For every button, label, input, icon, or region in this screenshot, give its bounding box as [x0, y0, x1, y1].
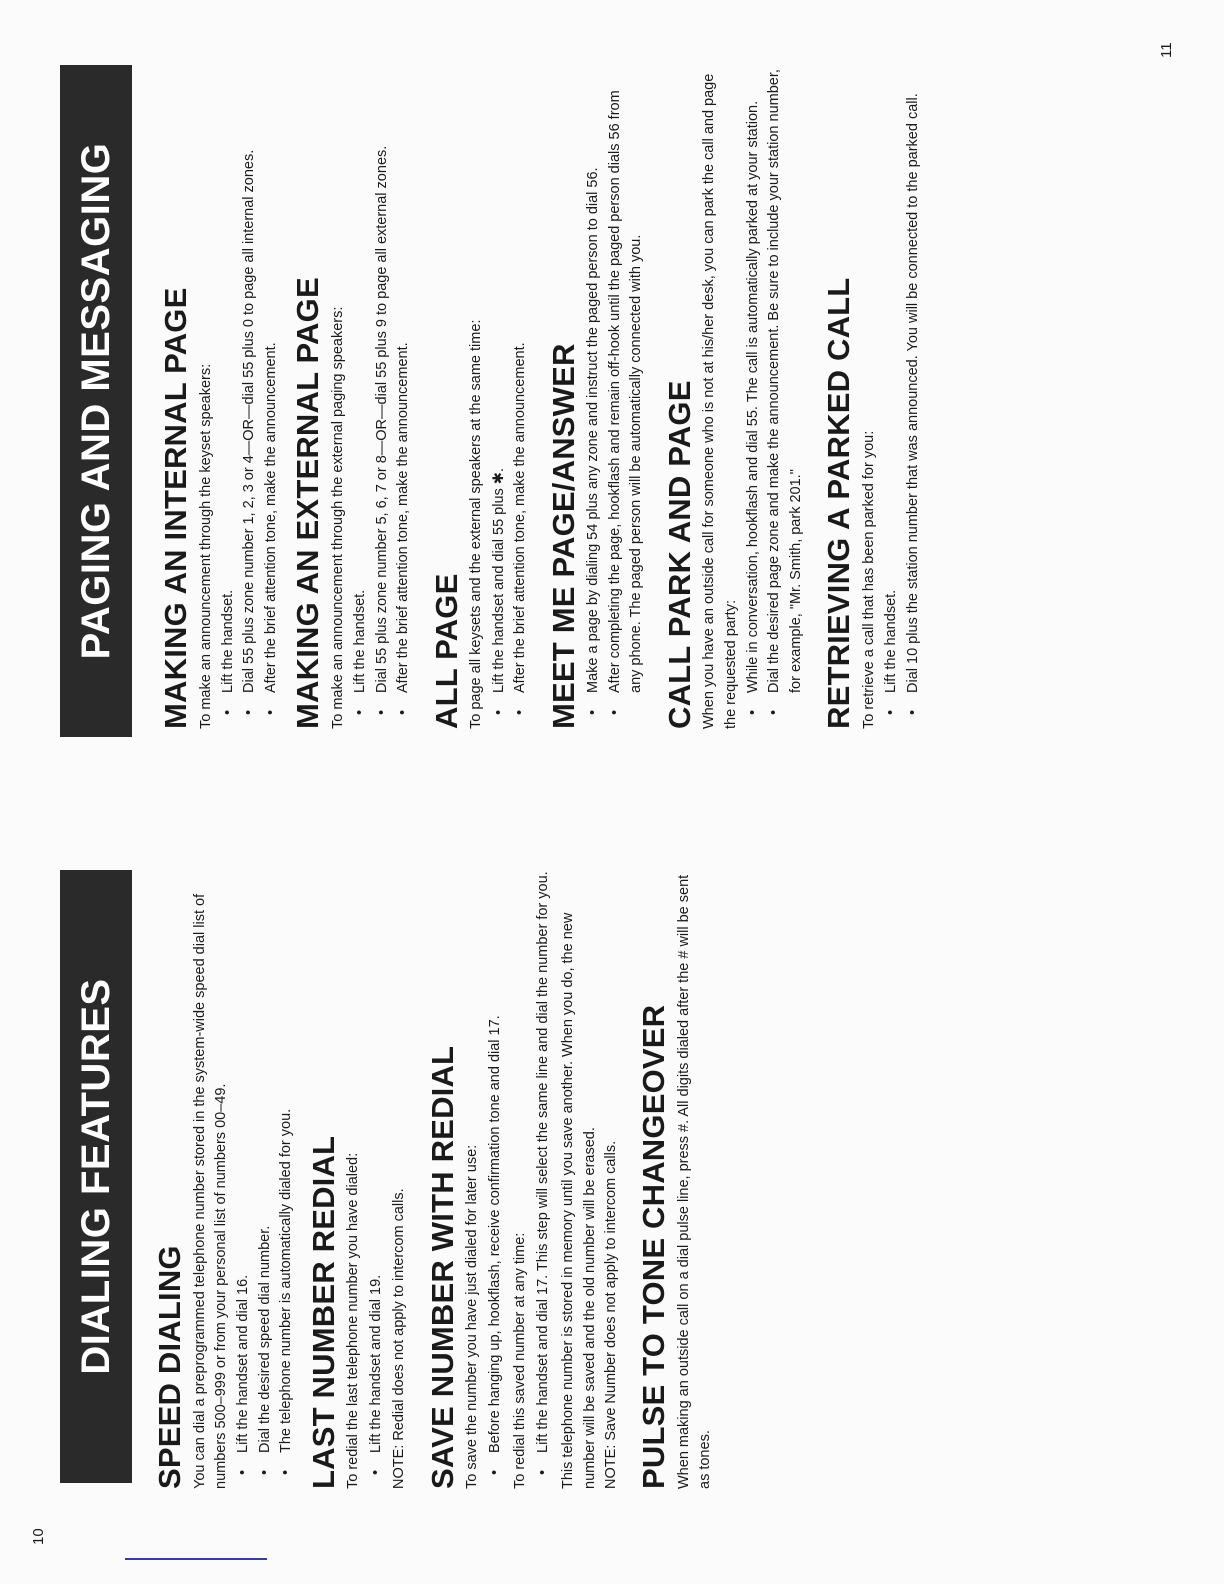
list-item: • Dial 55 plus zone number 1, 2, 3 or 4—OR—dial 55 plus 0 to page all internal zones.	[239, 65, 260, 729]
save-number-heading: SAVE NUMBER WITH REDIAL	[424, 1045, 460, 1489]
last-number-redial-note: NOTE: Redial does not apply to intercom calls.	[391, 1188, 408, 1489]
list-item: • Dial 10 plus the station number that was announced. You will be connected to the parked call.	[903, 65, 924, 729]
list-item: • Dial the desired page zone and make the announcement. Be sure to include your station number, for example, "Mr. Smith, park 201."	[764, 65, 807, 729]
save-number-redial-steps	[533, 860, 554, 1489]
list-item: • Lift the handset and dial 19.	[366, 860, 387, 1489]
retrieve-parked-heading: RETRIEVING A PARKED CALL	[821, 277, 857, 729]
last-number-redial-steps	[366, 860, 387, 1489]
internal-page-heading: MAKING AN INTERNAL PAGE	[158, 287, 193, 729]
meet-me-steps	[583, 65, 647, 729]
call-park-heading: CALL PARK AND PAGE	[661, 380, 697, 729]
list-item: • Lift the handset.	[218, 65, 239, 729]
external-page-heading: MAKING AN EXTERNAL PAGE	[290, 277, 326, 729]
pulse-to-tone-heading: PULSE TO TONE CHANGEOVER	[636, 1004, 672, 1489]
dialing-features-banner: DIALING FEATURES	[60, 870, 132, 1483]
list-item: • Dial the desired speed dial number.	[255, 860, 276, 1489]
internal-page-steps	[218, 65, 282, 729]
last-number-redial-heading: LAST NUMBER REDIAL	[305, 1135, 341, 1489]
retrieve-parked-intro: To retrieve a call that has been parked for you:	[860, 430, 877, 729]
last-number-redial-intro: To redial the last telephone number you have dialed:	[345, 1152, 362, 1489]
call-park-intro: When you have an outside call for someone who is not at his/her desk, you can park the call and page the requested party:	[701, 73, 739, 729]
list-item: • Lift the handset.	[881, 65, 902, 729]
list-item: • After the brief attention tone, make the announcement.	[261, 65, 282, 729]
all-page-heading: ALL PAGE	[428, 573, 464, 729]
internal-page-intro: To make an announcement through the keyset speakers:	[197, 363, 214, 729]
pulse-to-tone-text: When making an outside call on a dial pulse line, press #. All digits dialed after the # will be sent as tones.	[675, 874, 714, 1489]
external-page-steps	[350, 65, 414, 729]
paging-messaging-banner: PAGING AND MESSAGING	[60, 65, 132, 737]
paging-messaging-column	[60, 55, 1170, 745]
meet-me-heading: MEET ME PAGE/ANSWER	[545, 343, 581, 729]
list-item: • Lift the handset and dial 17. This step will select the same line and dial the number for you.	[533, 860, 554, 1489]
list-item: • Lift the handset and dial 55 plus ✱.	[489, 65, 510, 729]
speed-dialing-intro: You can dial a preprogrammed telephone number stored in the system-wide speed dial list of numbers 500–999 or from your personal list of numbers 00–49.	[191, 893, 229, 1489]
dialing-features-column	[60, 850, 840, 1505]
save-number-paragraph: This telephone number is stored in memory until you save another. When you do, the new number will be saved and the old number will be erased.	[560, 912, 598, 1489]
speed-dialing-heading: SPEED DIALING	[152, 1245, 187, 1489]
all-page-steps	[489, 65, 532, 729]
list-item: • Make a page by dialing 54 plus any zone and instruct the paged person to dial 56.	[583, 65, 604, 729]
list-item: • After the brief attention tone, make the announcement.	[510, 65, 531, 729]
save-number-redial-intro: To redial this saved number at any time:	[512, 1232, 529, 1489]
external-page-intro: To make an announcement through the external paging speakers:	[329, 306, 346, 729]
list-item: • Lift the handset.	[350, 65, 371, 729]
call-park-steps	[743, 65, 807, 729]
list-item: • After completing the page, hookflash and remain off-hook until the paged person dials 56 from any phone. The paged person will be automatically connected with you.	[605, 65, 648, 729]
page-number-right: 11	[1158, 42, 1175, 58]
list-item: • Dial 55 plus zone number 5, 6, 7 or 8—OR—dial 55 plus 9 to page all external zones.	[372, 65, 393, 729]
list-item: • While in conversation, hookflash and dial 55. The call is automatically parked at your station.	[743, 65, 764, 729]
save-number-note: NOTE: Save Number does not apply to intercom calls.	[602, 1140, 619, 1489]
retrieve-parked-steps	[881, 65, 924, 729]
save-number-intro: To save the number you have just dialed for later use:	[464, 1144, 481, 1489]
page-number-left: 10	[30, 1528, 47, 1545]
list-item: • After the brief attention tone, make the announcement.	[393, 65, 414, 729]
list-item: • The telephone number is automatically dialed for you.	[276, 860, 297, 1489]
all-page-intro: To page all keysets and the external speakers at the same time:	[468, 319, 485, 729]
scan-underline-mark	[125, 1558, 267, 1560]
list-item: • Lift the handset and dial 16.	[233, 860, 254, 1489]
list-item: • Before hanging up, hookflash, receive confirmation tone and dial 17.	[485, 860, 506, 1489]
speed-dialing-steps	[233, 860, 297, 1489]
save-number-steps	[485, 860, 506, 1489]
